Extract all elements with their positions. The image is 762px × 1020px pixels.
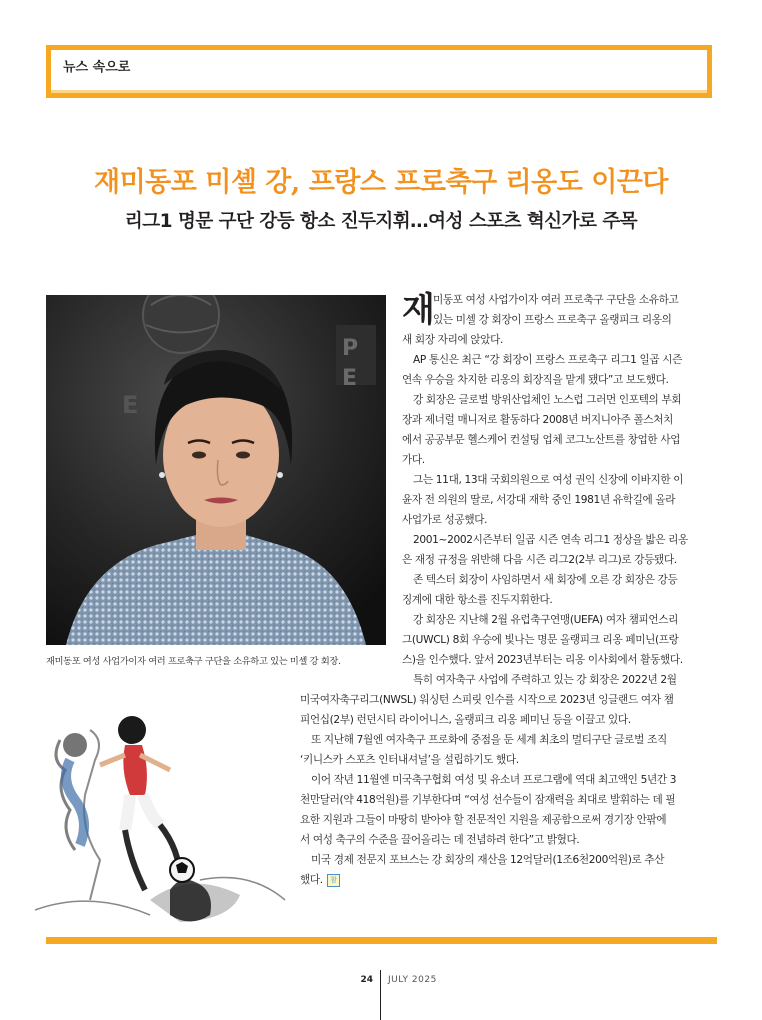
svg-text:P: P bbox=[342, 336, 359, 361]
body-line: 윤자 전 의원의 딸로, 서강대 재학 중인 1981년 유학길에 올라 bbox=[402, 494, 676, 506]
bottom-accent-bar bbox=[46, 937, 717, 944]
body-line: 미국 경제 전문지 포브스는 강 회장의 재산을 12억달러(1조6천200억원)로 추산 bbox=[311, 854, 665, 866]
body-line: 가다. bbox=[402, 454, 425, 466]
body-line: 있는 미셸 강 회장이 프랑스 프로축구 올랭피크 리옹의 bbox=[433, 314, 672, 326]
body-line: 특히 여자축구 사업에 주력하고 있는 강 회장은 2022년 2월 bbox=[413, 674, 677, 686]
portrait-photo-icon bbox=[46, 295, 386, 645]
body-line: 스)을 인수했다. 앞서 2023년부터는 리옹 이사회에서 활동했다. bbox=[402, 654, 683, 666]
svg-text:E: E bbox=[342, 366, 358, 391]
subheadline: 리그1 명문 구단 강등 항소 진두지휘…여성 스포츠 혁신가로 주목 bbox=[124, 211, 638, 232]
body-line: 2001~2002시즌부터 일곱 시즌 연속 리그1 정상을 밟은 리옹 bbox=[413, 534, 688, 546]
body-line: ‘키니스카 스포츠 인터내셔널’을 설립하기도 했다. bbox=[300, 754, 519, 766]
page-number: 24 bbox=[360, 975, 373, 985]
body-line: 사업가로 성공했다. bbox=[402, 514, 488, 526]
body-line: 새 회장 자리에 앉았다. bbox=[402, 334, 504, 346]
article-dropcap: 재 bbox=[402, 290, 435, 330]
footer-divider bbox=[380, 970, 381, 1020]
photo-caption: 재미동포 여성 사업가이자 여러 프로축구 구단을 소유하고 있는 미셸 강 회장. bbox=[46, 656, 341, 667]
body-line: 은 재정 규정을 위반해 다음 시즌 리그2(2부 리그)로 강등됐다. bbox=[402, 554, 677, 566]
body-line: 그는 11대, 13대 국회의원으로 여성 권익 신장에 이바지한 이 bbox=[413, 474, 684, 486]
body-line: 피언십(2부) 런던시티 라이어니스, 올랭피크 리옹 페미닌 등을 이끌고 있다. bbox=[300, 714, 631, 726]
body-line: 에서 공공부문 헬스케어 컨설팅 업체 코그노산트를 창업한 사업 bbox=[402, 434, 681, 446]
body-line: 강 회장은 지난해 2월 유럽축구연맹(UEFA) 여자 챔피언스리 bbox=[413, 614, 679, 626]
body-line: 이어 작년 11월엔 미국축구협회 여성 및 유소녀 프로그램에 역대 최고액인 5년간 3 bbox=[311, 774, 677, 786]
body-line: 그(UWCL) 8회 우승에 빛나는 명문 올랭피크 리옹 페미닌(프랑 bbox=[402, 634, 679, 646]
section-label: 뉴스 속으로 bbox=[63, 60, 131, 75]
body-line: 미동포 여성 사업가이자 여러 프로축구 구단을 소유하고 bbox=[433, 294, 679, 306]
body-line: 존 텍스터 회장이 사임하면서 새 회장에 오른 강 회장은 강등 bbox=[413, 574, 678, 586]
body-line: 했다. bbox=[300, 874, 323, 886]
issue-date: JULY 2025 bbox=[388, 975, 437, 985]
headline: 재미동포 미셸 강, 프랑스 프로축구 리옹도 이끈다 bbox=[94, 167, 668, 198]
body-line: 또 지난해 7월엔 여자축구 프로화에 중점을 둔 세계 최초의 멀티구단 글로벌 조직 bbox=[311, 734, 667, 746]
body-line: AP 통신은 최근 “강 회장이 프랑스 프로축구 리그1 일곱 시즌 bbox=[413, 354, 683, 366]
body-line: 미국여자축구리그(NWSL) 워싱턴 스피릿 인수를 시작으로 2023년 잉글랜드 여자 챔 bbox=[300, 694, 674, 706]
soccer-illustration-icon bbox=[30, 700, 295, 930]
section-header-box bbox=[46, 45, 712, 98]
womens-soccer-ink-illustration bbox=[30, 700, 295, 930]
body-line: 천만달러(약 418억원)를 기부한다며 “여성 선수들이 잠재력을 최대로 발휘하는 데 필 bbox=[300, 794, 676, 806]
body-line: 연속 우승을 차지한 리옹의 회장직을 맡게 됐다”고 보도했다. bbox=[402, 374, 669, 386]
body-line: 장과 제너럴 매니저로 활동하다 2008년 버지니아주 폴스처치 bbox=[402, 414, 673, 426]
body-line: 징계에 대한 항소를 진두지휘한다. bbox=[402, 594, 553, 606]
body-line: 강 회장은 글로벌 방위산업체인 노스럽 그러먼 인포텍의 부회 bbox=[413, 394, 682, 406]
body-line: 요한 지원과 그들이 마땅히 받아야 할 전문적인 지원을 제공함으로써 경기장 안팎에 bbox=[300, 814, 667, 826]
portrait-photo bbox=[46, 295, 386, 645]
body-line: 서 여성 축구의 수준을 끌어올리는 데 전념하려 한다”고 밝혔다. bbox=[300, 834, 580, 846]
end-mark: 참 bbox=[327, 874, 340, 887]
body-line-last bbox=[300, 873, 340, 887]
svg-text:E: E bbox=[122, 391, 139, 419]
